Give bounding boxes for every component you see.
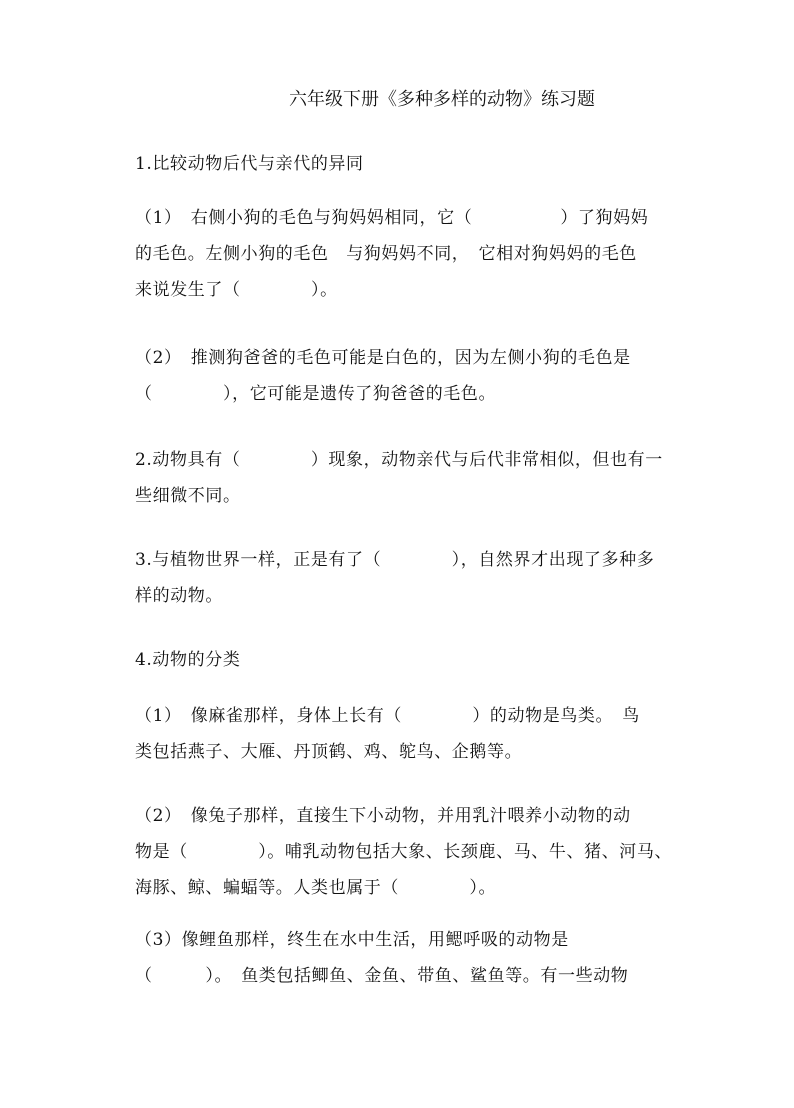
- question-4-part-3: [135, 922, 677, 994]
- question-4-part-2: [135, 798, 677, 906]
- text-line: 1.比较动物后代与亲代的异同: [135, 154, 364, 174]
- text-line: 来说发生了（ ）。: [135, 280, 338, 300]
- text-line: （ ）。 鱼类包括鲫鱼、金鱼、带鱼、鲨鱼等。有一些动物: [135, 966, 629, 986]
- page-title: 六年级下册《多种多样的动物》练习题: [289, 89, 595, 110]
- text-line: （2） 推测狗爸爸的毛色可能是白色的，因为左侧小狗的毛色是: [135, 348, 631, 368]
- text-line: 4.动物的分类: [135, 650, 241, 670]
- question-2: [135, 442, 677, 514]
- question-4-heading: [135, 642, 677, 678]
- text-line: 的毛色。左侧小狗的毛色 与狗妈妈不同， 它相对狗妈妈的毛色: [135, 244, 637, 264]
- text-line: （1） 像麻雀那样，身体上长有（ ）的动物是鸟类。 鸟: [135, 706, 640, 726]
- text-line: （3）像鲤鱼那样，终生在水中生活，用鳃呼吸的动物是: [135, 930, 569, 950]
- text-line: （1） 右侧小狗的毛色与狗妈妈相同，它（ ）了狗妈妈: [135, 208, 649, 228]
- question-1-heading: [135, 146, 677, 182]
- text-line: 3.与植物世界一样，正是有了（ ），自然界才出现了多种多: [135, 550, 655, 570]
- text-line: 物是（ ）。哺乳动物包括大象、长颈鹿、马、牛、猪、河马、: [135, 842, 673, 862]
- text-line: 类包括燕子、大雁、丹顶鹤、鸡、鸵鸟、企鹅等。: [135, 742, 523, 762]
- question-1-part-1: [135, 200, 677, 308]
- question-3: [135, 542, 677, 614]
- text-line: （ ），它可能是遗传了狗爸爸的毛色。: [135, 384, 497, 404]
- question-4-part-1: [135, 698, 677, 770]
- text-line: 2.动物具有（ ）现象，动物亲代与后代非常相似，但也有一: [135, 450, 663, 470]
- text-line: 样的动物。: [135, 586, 223, 606]
- text-line: 海豚、鲸、蝙蝠等。人类也属于（ ）。: [135, 878, 497, 898]
- question-1-part-2: [135, 340, 677, 412]
- text-line: 些细微不同。: [135, 486, 241, 506]
- text-line: （2） 像兔子那样，直接生下小动物，并用乳汁喂养小动物的动: [135, 806, 631, 826]
